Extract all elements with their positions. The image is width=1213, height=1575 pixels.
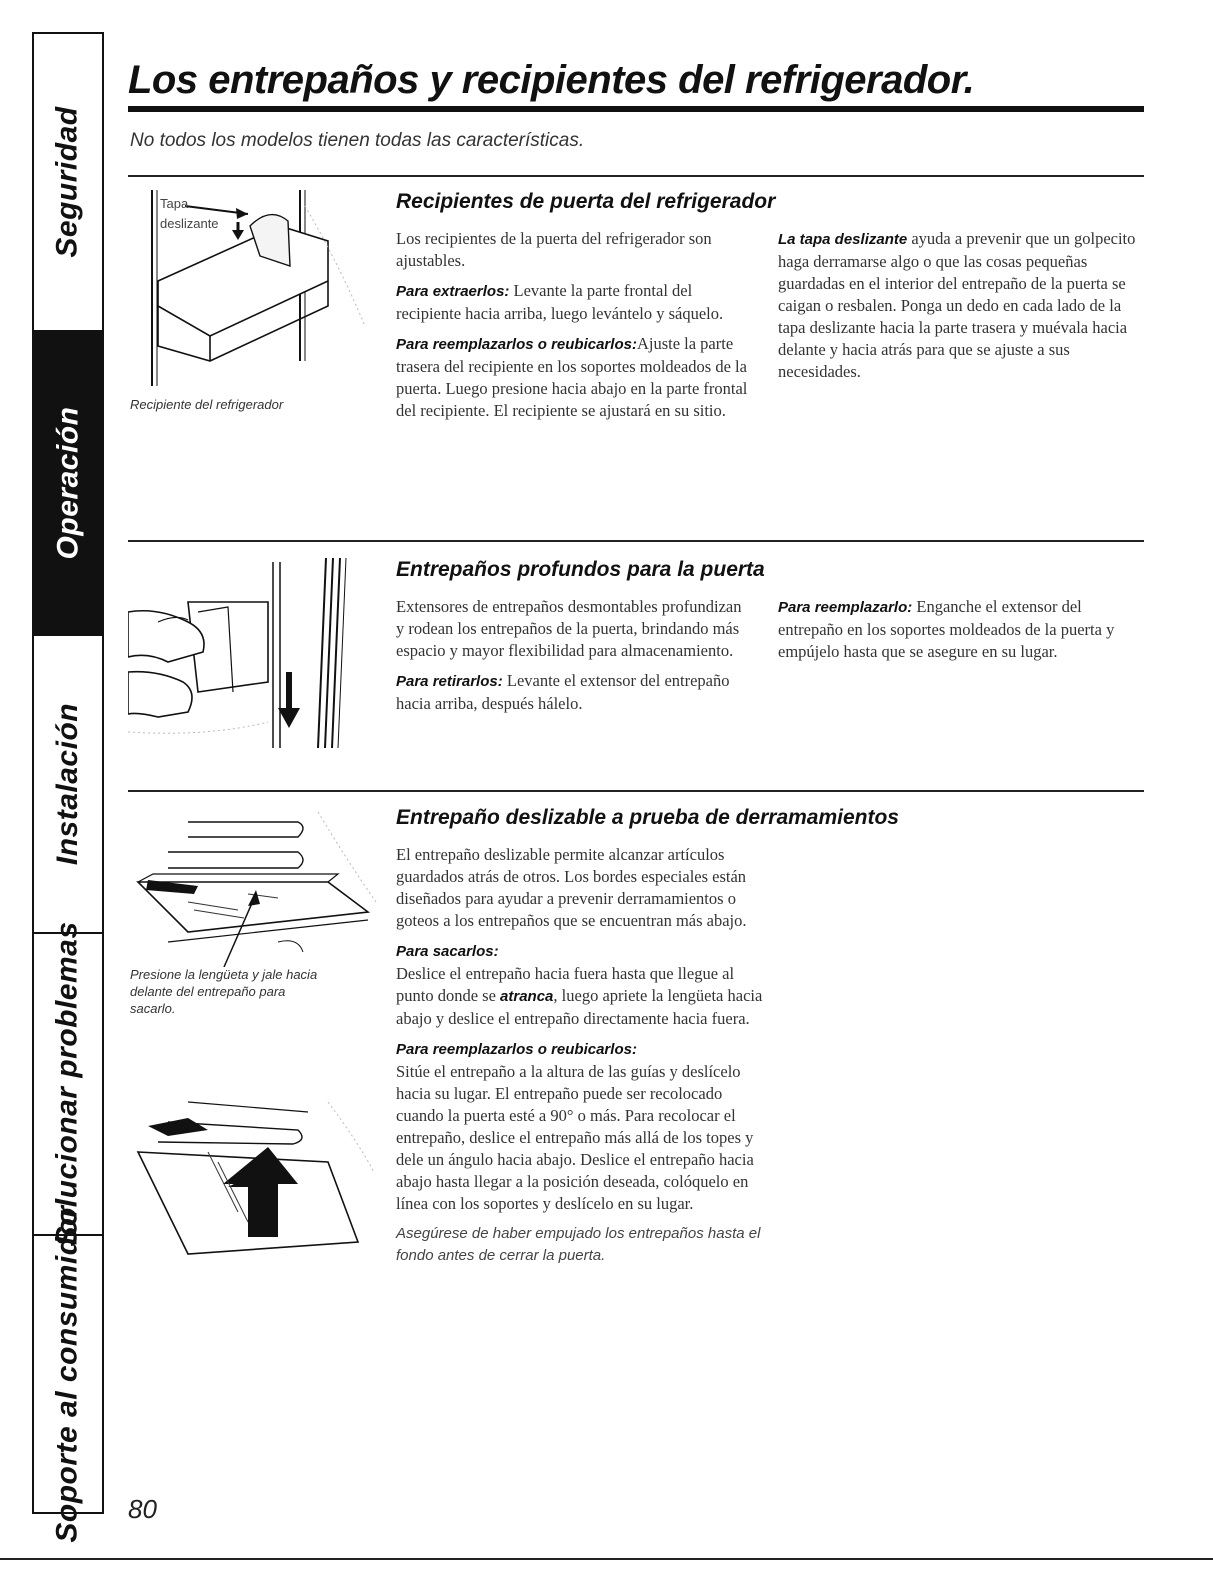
page-subtitle: No todos los modelos tienen todas las características. [130,130,585,151]
paragraph [778,228,1140,383]
bottom-rule [0,1558,1213,1560]
paragraph-lead: La tapa deslizante [778,231,908,248]
tab-label: Solucionar problemas [51,921,85,1247]
paragraph-text: Sitúe el entrepaño a la altura de las guías y deslícelo hacia su lugar. El entrepaño puede ser recolocado cuando la puerta esté a 90° o más. Para recolocar el entrepaño, deslice el entrepaño más allá de los topes y dele un ángulo hacia abajo. Deslice el entrepaño hacia abajo hasta llegar a la posición deseada, colóquelo en línea con los soportes y deslícelo en su lugar. [396,1062,754,1213]
sidebar-nav [32,32,104,1543]
paragraph [396,280,756,325]
section-body-right [778,596,1140,671]
section-body-right [778,228,1140,391]
paragraph-text: Deslice el entrepaño hacia fuera hasta que llegue al punto donde se [396,964,735,1005]
page-number: 80 [128,1494,157,1524]
paragraph-text: Enganche el extensor del entrepaño en los soportes moldeados de la puerta y empújelo hasta que se asegure en su lugar. [778,597,1115,661]
paragraph: Los recipientes de la puerta del refrigerador son ajustables. [396,229,712,270]
tab-seguridad[interactable] [34,34,102,332]
slide-out-shelf-illustration [128,802,378,967]
paragraph-text: , luego apriete la lengüeta hacia abajo y deslice el entrepaño directamente hacia fuera. [396,986,763,1028]
paragraph [396,333,756,422]
section-title: Entrepaños profundos para la puerta [396,558,765,581]
figure-caption: Presione la lengüeta y jale hacia delante del entrepaño para sacarlo. [130,967,318,1016]
paragraph [396,670,746,715]
paragraph-text: ayuda a prevenir que un golpecito haga derramarse algo o que las cosas pequeñas guardadas en el interior del entrepaño de la puerta se caigan o resbalen. Ponga un dedo en cada lado de la tapa deslizante hacia la parte trasera y muévala hacia delante y hacia atrás para que se ajuste a sus necesidades. [778,229,1136,381]
door-bin-illustration [130,186,370,396]
tab-label: Soporte al consumidor [51,1205,84,1543]
page-title: Los entrepaños y recipientes del refrigerador. [128,58,975,102]
tab-operacion[interactable] [34,332,102,636]
paragraph: Extensores de entrepaños desmontables profundizan y rodean los entrepaños de la puerta, brindando más espacio y mayor flexibilidad para almacenamiento. [396,597,742,660]
paragraph-text: Levante el extensor del entrepaño hacia arriba, después hálelo. [396,671,730,713]
paragraph: El entrepaño deslizable permite alcanzar artículos guardados atrás de otros. Los bordes especiales están diseñados para ayudar a prevenir derramamientos o goteos a los entrepaños que se encuentran más abajo. [396,845,747,930]
section-title: Recipientes de puerta del refrigerador [396,190,776,213]
tab-label: Operación [51,406,84,560]
paragraph-lead: Para retirarlos: [396,673,503,690]
section-body [396,228,756,430]
tab-soporte-consumidor[interactable] [34,1205,102,1543]
shelf-replace-illustration [128,1092,378,1264]
title-divider [128,106,1144,112]
paragraph-text: Ajuste la parte trasera del recipiente en los soportes moldeados de la puerta. Luego presione hacia abajo en la parte frontal del recipiente. El recipiente se ajustará en su sitio. [396,334,748,420]
paragraph-lead: Para reemplazarlo: [778,599,913,616]
paragraph [778,596,1140,663]
tab-solucionar-problemas[interactable] [34,921,102,1247]
section-divider [128,540,1144,542]
paragraph-strong: atranca [500,988,554,1005]
note: Asegúrese de haber empujado los entrepaños hasta el fondo antes de cerrar la puerta. [396,1225,761,1264]
section-divider [128,790,1144,792]
paragraph-lead: Para extraerlos: [396,283,510,300]
label-deslizante: deslizante [160,216,219,231]
label-tapa: Tapa [160,196,189,211]
paragraph [396,940,766,1030]
section-body [396,596,746,723]
tab-label: Instalación [51,702,84,866]
paragraph-lead: Para sacarlos: [396,943,499,960]
tab-instalacion[interactable] [34,636,102,934]
figure-caption: Recipiente del refrigerador [130,397,284,412]
section-divider [128,175,1144,177]
paragraph-lead: Para reemplazarlos o reubicarlos: [396,336,637,353]
paragraph-lead: Para reemplazarlos o reubicarlos: [396,1041,637,1058]
deep-shelf-illustration [128,552,368,748]
paragraph [396,1038,766,1215]
section-body [396,844,766,1275]
tab-label: Seguridad [51,106,85,258]
paragraph-text: Levante la parte frontal del recipiente hacia arriba, luego levántelo y sáquelo. [396,281,724,323]
section-title: Entrepaño deslizable a prueba de derramamientos [396,806,899,829]
